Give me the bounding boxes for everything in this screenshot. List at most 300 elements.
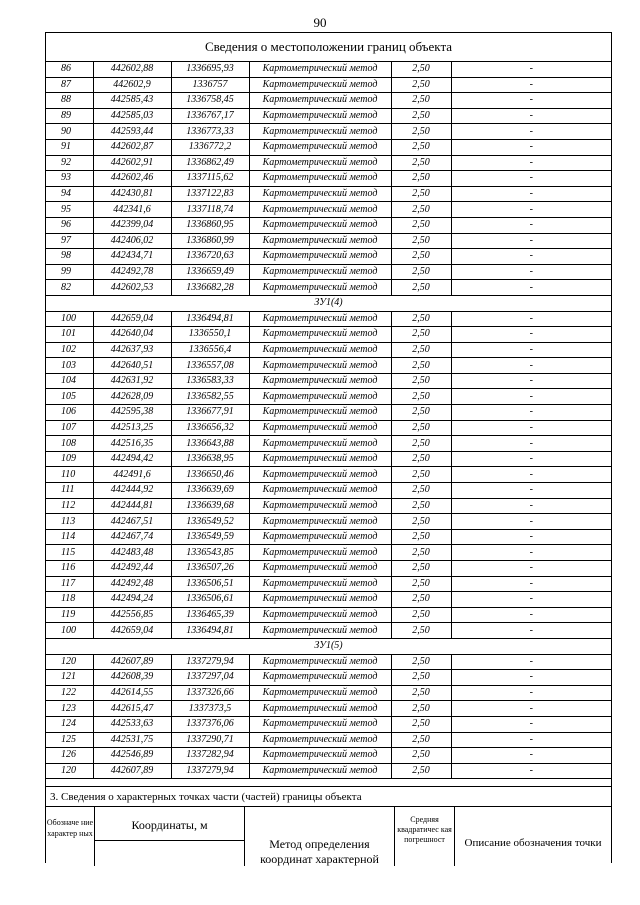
table-row [46, 654, 611, 670]
method-cell: Картометрический метод [249, 436, 391, 452]
accuracy-cell: 2,50 [391, 280, 451, 296]
accuracy-cell: 2,50 [391, 701, 451, 717]
group-row [46, 638, 611, 654]
description-cell: - [451, 264, 611, 280]
accuracy-cell: 2,50 [391, 389, 451, 405]
point-number: 104 [46, 373, 93, 389]
group-label: ЗУ1(4) [46, 295, 611, 311]
x-coordinate: 442602,87 [93, 139, 171, 155]
description-cell: - [451, 483, 611, 499]
x-coordinate: 442492,44 [93, 561, 171, 577]
method-cell: Картометрический метод [249, 124, 391, 140]
y-coordinate: 1337373,5 [171, 701, 249, 717]
table-row [46, 264, 611, 280]
y-coordinate: 1336650,46 [171, 467, 249, 483]
accuracy-cell: 2,50 [391, 124, 451, 140]
col-designation-header: Обозначе ние характер ных [46, 806, 94, 866]
y-coordinate: 1337118,74 [171, 202, 249, 218]
x-coordinate: 442659,04 [93, 623, 171, 639]
x-coordinate: 442602,88 [93, 62, 171, 78]
accuracy-cell: 2,50 [391, 405, 451, 421]
x-coordinate: 442595,38 [93, 405, 171, 421]
table-row [46, 436, 611, 452]
point-number: 112 [46, 498, 93, 514]
point-number: 86 [46, 62, 93, 78]
x-coordinate: 442341,6 [93, 202, 171, 218]
description-cell: - [451, 358, 611, 374]
description-cell: - [451, 685, 611, 701]
method-cell: Картометрический метод [249, 186, 391, 202]
y-coordinate: 1336860,99 [171, 233, 249, 249]
description-cell: - [451, 467, 611, 483]
point-number: 124 [46, 716, 93, 732]
method-cell: Картометрический метод [249, 249, 391, 265]
document-table-frame [45, 32, 612, 866]
point-number: 102 [46, 342, 93, 358]
y-coordinate: 1336549,52 [171, 514, 249, 530]
table-row [46, 124, 611, 140]
y-coordinate: 1336695,93 [171, 62, 249, 78]
description-cell: - [451, 654, 611, 670]
method-cell: Картометрический метод [249, 108, 391, 124]
method-cell: Картометрический метод [249, 405, 391, 421]
method-cell: Картометрический метод [249, 311, 391, 327]
table-row [46, 514, 611, 530]
table-row [46, 373, 611, 389]
accuracy-cell: 2,50 [391, 763, 451, 779]
point-number: 101 [46, 327, 93, 343]
table-row [46, 171, 611, 187]
table-row [46, 186, 611, 202]
group-row [46, 295, 611, 311]
coordinates-table [46, 61, 611, 779]
x-coordinate: 442399,04 [93, 217, 171, 233]
point-number: 113 [46, 514, 93, 530]
method-cell: Картометрический метод [249, 358, 391, 374]
y-coordinate: 1336543,85 [171, 545, 249, 561]
description-cell: - [451, 217, 611, 233]
description-cell: - [451, 202, 611, 218]
y-coordinate: 1336772,2 [171, 139, 249, 155]
description-cell: - [451, 249, 611, 265]
y-coordinate: 1337376,06 [171, 716, 249, 732]
table-row [46, 498, 611, 514]
description-cell: - [451, 514, 611, 530]
y-coordinate: 1336507,26 [171, 561, 249, 577]
accuracy-cell: 2,50 [391, 607, 451, 623]
point-number: 100 [46, 623, 93, 639]
table-row [46, 358, 611, 374]
description-cell: - [451, 763, 611, 779]
description-cell: - [451, 311, 611, 327]
description-cell: - [451, 280, 611, 296]
y-coordinate: 1336582,55 [171, 389, 249, 405]
description-cell: - [451, 93, 611, 109]
table-row [46, 93, 611, 109]
col-coords-divider [95, 840, 244, 841]
col-accuracy-header: Средняя квадратичес кая погрешност [394, 806, 454, 866]
table-row [46, 342, 611, 358]
description-cell: - [451, 420, 611, 436]
description-cell: - [451, 716, 611, 732]
method-cell: Картометрический метод [249, 670, 391, 686]
method-cell: Картометрический метод [249, 467, 391, 483]
accuracy-cell: 2,50 [391, 233, 451, 249]
description-cell: - [451, 327, 611, 343]
col-description-header: Описание обозначения точки [454, 806, 611, 866]
x-coordinate: 442585,43 [93, 93, 171, 109]
x-coordinate: 442637,93 [93, 342, 171, 358]
point-number: 93 [46, 171, 93, 187]
y-coordinate: 1336757 [171, 77, 249, 93]
table-row [46, 280, 611, 296]
x-coordinate: 442631,92 [93, 373, 171, 389]
x-coordinate: 442640,04 [93, 327, 171, 343]
table-row [46, 155, 611, 171]
y-coordinate: 1336639,69 [171, 483, 249, 499]
description-cell: - [451, 233, 611, 249]
method-cell: Картометрический метод [249, 701, 391, 717]
description-cell: - [451, 342, 611, 358]
x-coordinate: 442615,47 [93, 701, 171, 717]
accuracy-cell: 2,50 [391, 514, 451, 530]
x-coordinate: 442602,53 [93, 280, 171, 296]
x-coordinate: 442491,6 [93, 467, 171, 483]
point-number: 91 [46, 139, 93, 155]
y-coordinate: 1336860,95 [171, 217, 249, 233]
method-cell: Картометрический метод [249, 171, 391, 187]
y-coordinate: 1336557,08 [171, 358, 249, 374]
point-number: 126 [46, 748, 93, 764]
method-cell: Картометрический метод [249, 217, 391, 233]
y-coordinate: 1336656,32 [171, 420, 249, 436]
x-coordinate: 442533,63 [93, 716, 171, 732]
description-cell: - [451, 529, 611, 545]
y-coordinate: 1336638,95 [171, 451, 249, 467]
method-cell: Картометрический метод [249, 202, 391, 218]
table-row [46, 623, 611, 639]
x-coordinate: 442467,51 [93, 514, 171, 530]
accuracy-cell: 2,50 [391, 171, 451, 187]
y-coordinate: 1337279,94 [171, 654, 249, 670]
x-coordinate: 442602,46 [93, 171, 171, 187]
x-coordinate: 442602,91 [93, 155, 171, 171]
table-row [46, 748, 611, 764]
table-row [46, 62, 611, 78]
point-number: 125 [46, 732, 93, 748]
description-cell: - [451, 124, 611, 140]
description-cell: - [451, 701, 611, 717]
accuracy-cell: 2,50 [391, 732, 451, 748]
accuracy-cell: 2,50 [391, 545, 451, 561]
y-coordinate: 1336767,17 [171, 108, 249, 124]
method-cell: Картометрический метод [249, 623, 391, 639]
x-coordinate: 442492,78 [93, 264, 171, 280]
accuracy-cell: 2,50 [391, 202, 451, 218]
method-cell: Картометрический метод [249, 732, 391, 748]
description-cell: - [451, 561, 611, 577]
group-label: ЗУ1(5) [46, 638, 611, 654]
table-row [46, 467, 611, 483]
method-cell: Картометрический метод [249, 685, 391, 701]
table-row [46, 529, 611, 545]
description-cell: - [451, 623, 611, 639]
table-row [46, 607, 611, 623]
method-cell: Картометрический метод [249, 264, 391, 280]
description-cell: - [451, 748, 611, 764]
method-cell: Картометрический метод [249, 607, 391, 623]
table-row [46, 561, 611, 577]
x-coordinate: 442516,35 [93, 436, 171, 452]
point-number: 99 [46, 264, 93, 280]
table-row [46, 763, 611, 779]
y-coordinate: 1337282,94 [171, 748, 249, 764]
point-number: 98 [46, 249, 93, 265]
point-number: 122 [46, 685, 93, 701]
x-coordinate: 442467,74 [93, 529, 171, 545]
x-coordinate: 442483,48 [93, 545, 171, 561]
accuracy-cell: 2,50 [391, 670, 451, 686]
x-coordinate: 442494,42 [93, 451, 171, 467]
y-coordinate: 1337326,66 [171, 685, 249, 701]
description-cell: - [451, 62, 611, 78]
description-cell: - [451, 171, 611, 187]
y-coordinate: 1336773,33 [171, 124, 249, 140]
point-number: 108 [46, 436, 93, 452]
point-number: 123 [46, 701, 93, 717]
method-cell: Картометрический метод [249, 763, 391, 779]
point-number: 103 [46, 358, 93, 374]
description-cell: - [451, 139, 611, 155]
point-number: 95 [46, 202, 93, 218]
method-cell: Картометрический метод [249, 529, 391, 545]
table-header-title: Сведения о местоположении границ объекта [46, 33, 611, 62]
method-cell: Картометрический метод [249, 62, 391, 78]
x-coordinate: 442608,39 [93, 670, 171, 686]
table-row [46, 327, 611, 343]
table-row [46, 233, 611, 249]
method-cell: Картометрический метод [249, 451, 391, 467]
x-coordinate: 442546,89 [93, 748, 171, 764]
description-cell: - [451, 670, 611, 686]
point-number: 92 [46, 155, 93, 171]
accuracy-cell: 2,50 [391, 467, 451, 483]
y-coordinate: 1336550,1 [171, 327, 249, 343]
accuracy-cell: 2,50 [391, 654, 451, 670]
y-coordinate: 1336720,63 [171, 249, 249, 265]
description-cell: - [451, 155, 611, 171]
table-row [46, 545, 611, 561]
point-number: 116 [46, 561, 93, 577]
y-coordinate: 1337122,83 [171, 186, 249, 202]
description-cell: - [451, 545, 611, 561]
point-number: 97 [46, 233, 93, 249]
accuracy-cell: 2,50 [391, 685, 451, 701]
y-coordinate: 1336506,51 [171, 576, 249, 592]
x-coordinate: 442659,04 [93, 311, 171, 327]
point-number: 87 [46, 77, 93, 93]
x-coordinate: 442640,51 [93, 358, 171, 374]
point-number: 110 [46, 467, 93, 483]
accuracy-cell: 2,50 [391, 327, 451, 343]
point-number: 105 [46, 389, 93, 405]
point-number: 115 [46, 545, 93, 561]
y-coordinate: 1336583,33 [171, 373, 249, 389]
accuracy-cell: 2,50 [391, 483, 451, 499]
table-row [46, 202, 611, 218]
point-number: 90 [46, 124, 93, 140]
accuracy-cell: 2,50 [391, 561, 451, 577]
method-cell: Картометрический метод [249, 498, 391, 514]
y-coordinate: 1337290,71 [171, 732, 249, 748]
table-row [46, 108, 611, 124]
x-coordinate: 442494,24 [93, 592, 171, 608]
table-row [46, 716, 611, 732]
description-cell: - [451, 77, 611, 93]
section-3-title: 3. Сведения о характерных точках части (частей) границы объекта [46, 786, 611, 806]
table-row [46, 576, 611, 592]
accuracy-cell: 2,50 [391, 498, 451, 514]
point-number: 107 [46, 420, 93, 436]
method-cell: Картометрический метод [249, 139, 391, 155]
accuracy-cell: 2,50 [391, 108, 451, 124]
y-coordinate: 1336494,81 [171, 623, 249, 639]
y-coordinate: 1336659,49 [171, 264, 249, 280]
accuracy-cell: 2,50 [391, 155, 451, 171]
description-cell: - [451, 373, 611, 389]
table-row [46, 592, 611, 608]
method-cell: Картометрический метод [249, 654, 391, 670]
x-coordinate: 442406,02 [93, 233, 171, 249]
x-coordinate: 442444,81 [93, 498, 171, 514]
point-number: 117 [46, 576, 93, 592]
method-cell: Картометрический метод [249, 514, 391, 530]
accuracy-cell: 2,50 [391, 529, 451, 545]
point-number: 121 [46, 670, 93, 686]
method-cell: Картометрический метод [249, 592, 391, 608]
y-coordinate: 1336643,88 [171, 436, 249, 452]
accuracy-cell: 2,50 [391, 420, 451, 436]
accuracy-cell: 2,50 [391, 249, 451, 265]
point-number: 120 [46, 654, 93, 670]
accuracy-cell: 2,50 [391, 592, 451, 608]
description-cell: - [451, 498, 611, 514]
y-coordinate: 1336639,68 [171, 498, 249, 514]
method-cell: Картометрический метод [249, 373, 391, 389]
method-cell: Картометрический метод [249, 342, 391, 358]
x-coordinate: 442602,9 [93, 77, 171, 93]
point-number: 119 [46, 607, 93, 623]
point-number: 109 [46, 451, 93, 467]
accuracy-cell: 2,50 [391, 436, 451, 452]
description-cell: - [451, 436, 611, 452]
col-coords-label: Координаты, м [131, 818, 208, 832]
table-row [46, 249, 611, 265]
accuracy-cell: 2,50 [391, 77, 451, 93]
method-cell: Картометрический метод [249, 389, 391, 405]
x-coordinate: 442531,75 [93, 732, 171, 748]
method-cell: Картометрический метод [249, 420, 391, 436]
x-coordinate: 442492,48 [93, 576, 171, 592]
accuracy-cell: 2,50 [391, 311, 451, 327]
x-coordinate: 442593,44 [93, 124, 171, 140]
method-cell: Картометрический метод [249, 545, 391, 561]
point-number: 96 [46, 217, 93, 233]
accuracy-cell: 2,50 [391, 186, 451, 202]
method-cell: Картометрический метод [249, 93, 391, 109]
table-row [46, 389, 611, 405]
accuracy-cell: 2,50 [391, 358, 451, 374]
table-row [46, 685, 611, 701]
description-cell: - [451, 186, 611, 202]
table-row [46, 701, 611, 717]
y-coordinate: 1336465,39 [171, 607, 249, 623]
point-number: 111 [46, 483, 93, 499]
y-coordinate: 1336682,28 [171, 280, 249, 296]
method-cell: Картометрический метод [249, 483, 391, 499]
point-number: 114 [46, 529, 93, 545]
table-row [46, 670, 611, 686]
table-row [46, 732, 611, 748]
method-cell: Картометрический метод [249, 576, 391, 592]
x-coordinate: 442607,89 [93, 654, 171, 670]
accuracy-cell: 2,50 [391, 62, 451, 78]
point-number: 100 [46, 311, 93, 327]
accuracy-cell: 2,50 [391, 264, 451, 280]
method-cell: Картометрический метод [249, 280, 391, 296]
table-row [46, 217, 611, 233]
y-coordinate: 1336494,81 [171, 311, 249, 327]
y-coordinate: 1337297,04 [171, 670, 249, 686]
x-coordinate: 442607,89 [93, 763, 171, 779]
method-cell: Картометрический метод [249, 155, 391, 171]
point-number: 82 [46, 280, 93, 296]
description-cell: - [451, 389, 611, 405]
table-row [46, 420, 611, 436]
method-cell: Картометрический метод [249, 561, 391, 577]
description-cell: - [451, 607, 611, 623]
x-coordinate: 442434,71 [93, 249, 171, 265]
y-coordinate: 1336677,91 [171, 405, 249, 421]
description-cell: - [451, 108, 611, 124]
page-number: 90 [313, 15, 327, 30]
method-cell: Картометрический метод [249, 77, 391, 93]
accuracy-cell: 2,50 [391, 373, 451, 389]
y-coordinate: 1336556,4 [171, 342, 249, 358]
y-coordinate: 1336758,45 [171, 93, 249, 109]
method-cell: Картометрический метод [249, 233, 391, 249]
accuracy-cell: 2,50 [391, 139, 451, 155]
y-coordinate: 1336862,49 [171, 155, 249, 171]
x-coordinate: 442444,92 [93, 483, 171, 499]
table-row [46, 483, 611, 499]
table-row [46, 77, 611, 93]
x-coordinate: 442628,09 [93, 389, 171, 405]
accuracy-cell: 2,50 [391, 576, 451, 592]
x-coordinate: 442430,81 [93, 186, 171, 202]
accuracy-cell: 2,50 [391, 748, 451, 764]
x-coordinate: 442614,55 [93, 685, 171, 701]
x-coordinate: 442585,03 [93, 108, 171, 124]
description-cell: - [451, 732, 611, 748]
method-cell: Картометрический метод [249, 327, 391, 343]
point-number: 118 [46, 592, 93, 608]
table-row [46, 405, 611, 421]
method-cell: Картометрический метод [249, 748, 391, 764]
description-cell: - [451, 592, 611, 608]
accuracy-cell: 2,50 [391, 93, 451, 109]
accuracy-cell: 2,50 [391, 342, 451, 358]
